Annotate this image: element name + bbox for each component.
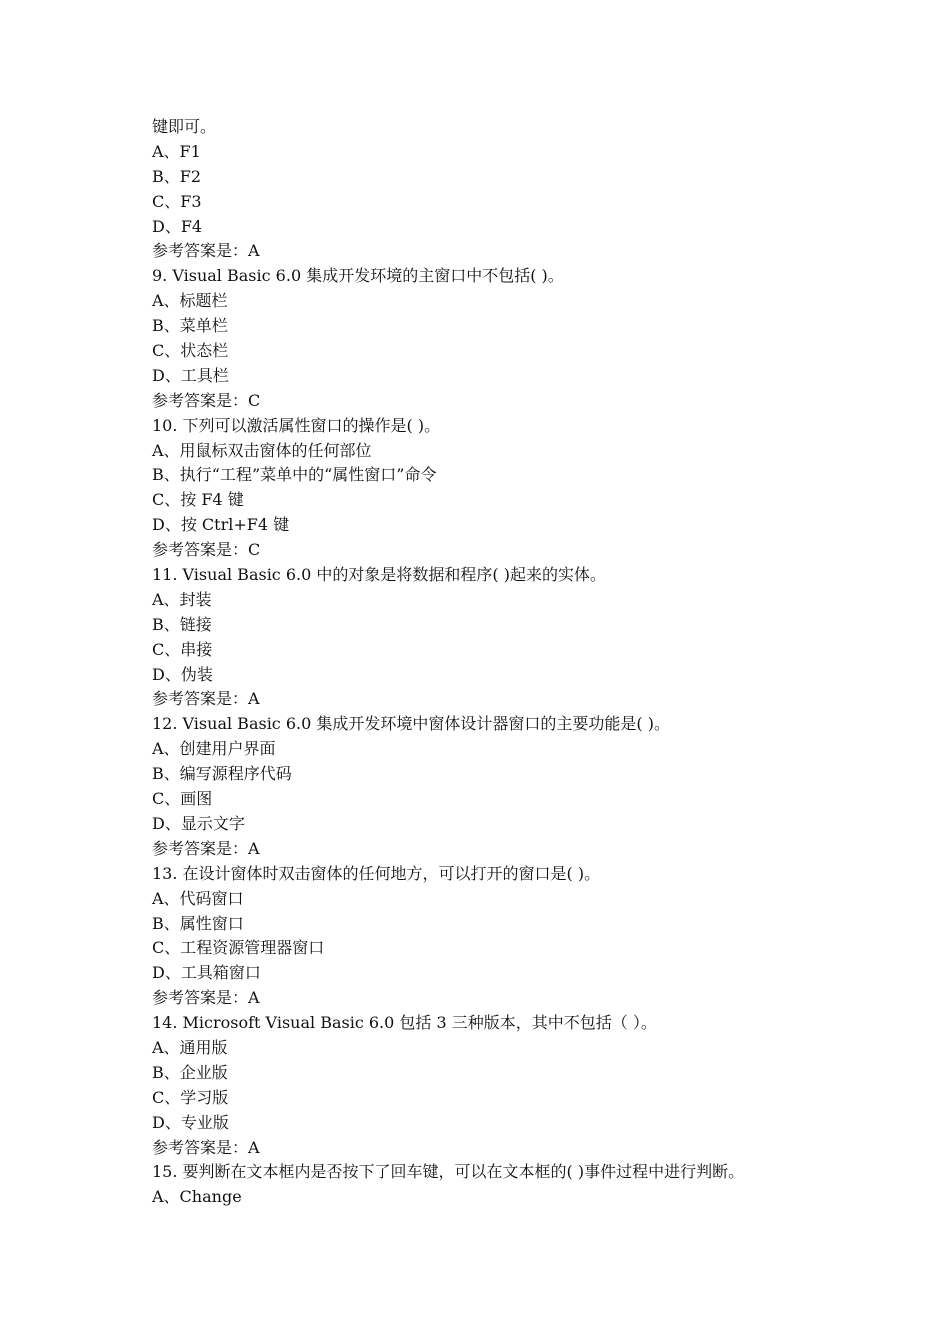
option-a: A、标题栏: [152, 291, 228, 311]
option-b: B、执行“工程”菜单中的“属性窗口”命令: [152, 465, 437, 485]
answer-line: 参考答案是：A: [152, 689, 260, 709]
question-14: 14. Microsoft Visual Basic 6.0 包括 3 三种版本，其中不包括（ ）。: [152, 1013, 657, 1033]
option-a: A、封装: [152, 589, 212, 609]
answer-line: 参考答案是：A: [152, 241, 260, 261]
option-c: C、画图: [152, 789, 213, 809]
option-c: C、F3: [152, 191, 202, 211]
option-b: B、企业版: [152, 1062, 228, 1082]
option-c: C、按 F4 键: [152, 490, 244, 510]
question-15: 15. 要判断在文本框内是否按下了回车键，可以在文本框的( )事件过程中进行判断。: [152, 1162, 745, 1182]
question-9: 9. Visual Basic 6.0 集成开发环境的主窗口中不包括( )。: [152, 266, 564, 286]
option-c: C、工程资源管理器窗口: [152, 938, 325, 958]
question-11: 11. Visual Basic 6.0 中的对象是将数据和程序( )起来的实体。: [152, 565, 606, 585]
option-b: B、F2: [152, 166, 202, 186]
option-c: C、状态栏: [152, 341, 229, 361]
answer-line: 参考答案是：A: [152, 838, 260, 858]
question-12: 12. Visual Basic 6.0 集成开发环境中窗体设计器窗口的主要功能是( )。: [152, 714, 670, 734]
option-d: D、按 Ctrl+F4 键: [152, 515, 290, 535]
answer-line: 参考答案是：C: [152, 390, 261, 410]
option-a: A、F1: [152, 141, 201, 161]
answer-line: 参考答案是：C: [152, 540, 261, 560]
option-d: D、显示文字: [152, 813, 245, 833]
option-b: B、属性窗口: [152, 913, 244, 933]
question-10: 10. 下列可以激活属性窗口的操作是( )。: [152, 415, 441, 435]
option-a: A、用鼠标双击窗体的任何部位: [152, 440, 372, 460]
option-a: A、Change: [152, 1187, 242, 1207]
option-d: D、专业版: [152, 1112, 229, 1132]
option-d: D、F4: [152, 216, 203, 236]
option-c: C、串接: [152, 639, 213, 659]
answer-line: 参考答案是：A: [152, 988, 260, 1008]
option-a: A、代码窗口: [152, 888, 244, 908]
option-b: B、编写源程序代码: [152, 764, 292, 784]
option-a: A、创建用户界面: [152, 739, 276, 759]
answer-line: 参考答案是：A: [152, 1137, 260, 1157]
option-b: B、菜单栏: [152, 316, 228, 336]
option-a: A、通用版: [152, 1037, 228, 1057]
option-d: D、伪装: [152, 664, 213, 684]
option-d: D、工具箱窗口: [152, 963, 261, 983]
option-b: B、链接: [152, 614, 212, 634]
option-d: D、工具栏: [152, 365, 229, 385]
document-page: [152, 115, 912, 1210]
question-13: 13. 在设计窗体时双击窗体的任何地方，可以打开的窗口是( )。: [152, 863, 601, 883]
text-line: 键即可。: [152, 117, 217, 136]
option-c: C、学习版: [152, 1087, 229, 1107]
